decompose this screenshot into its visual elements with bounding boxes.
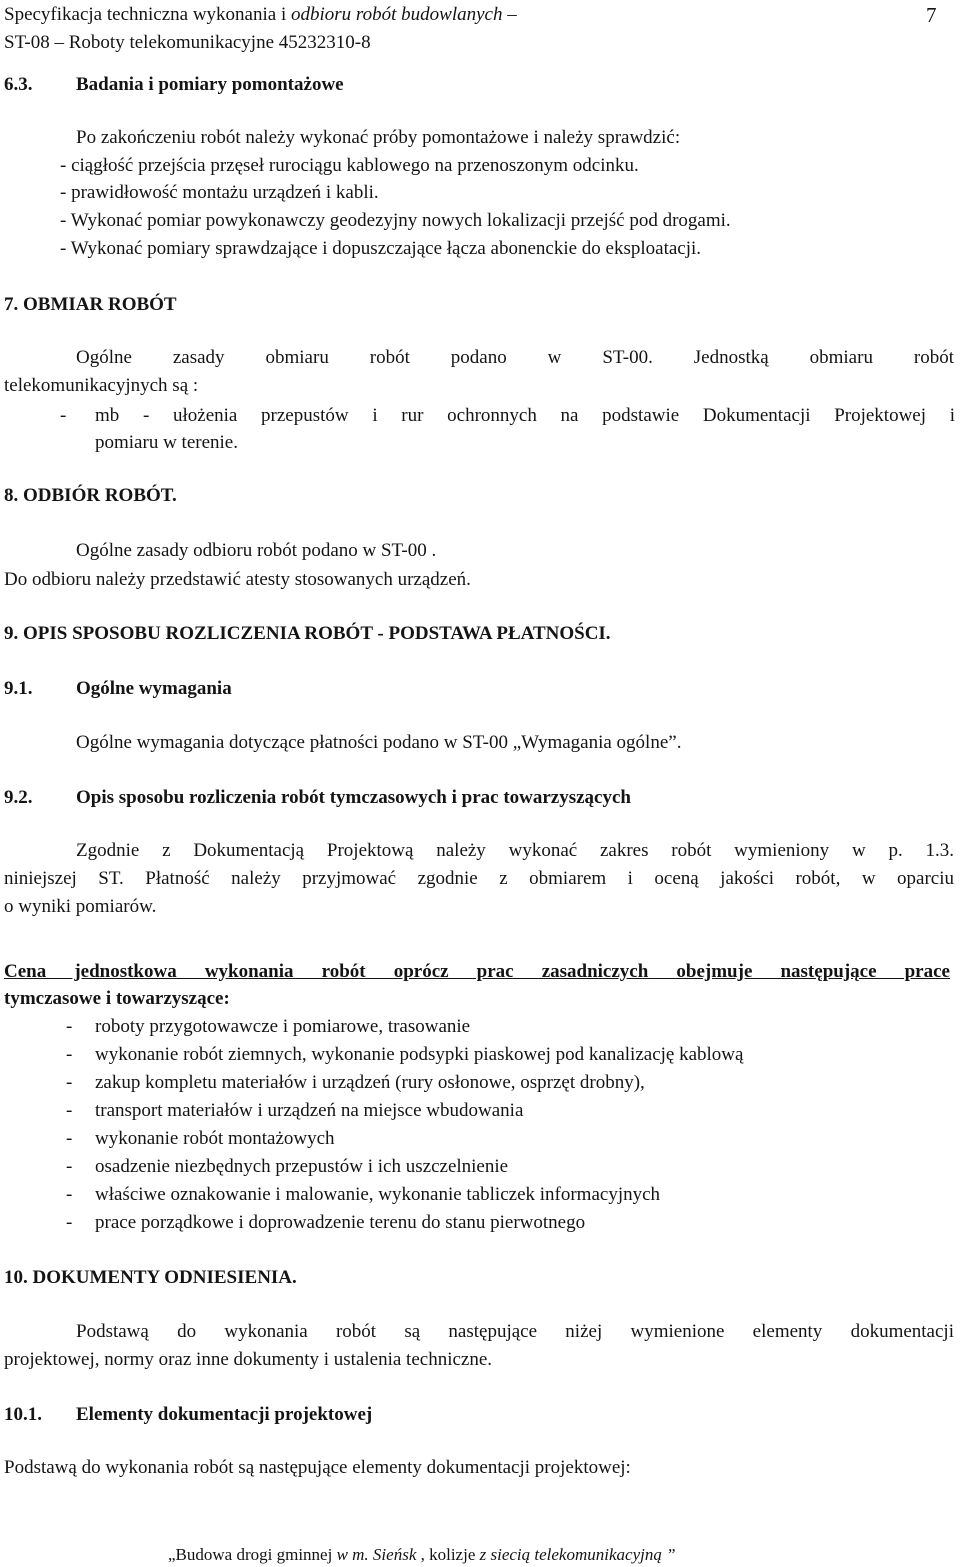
section-9-2-number: 9.2. <box>4 787 33 808</box>
section-7-heading: 7. OBMIAR ROBÓT <box>4 294 177 315</box>
section-8-line2: Do odbioru należy przedstawić atesty stosowanych urządzeń. <box>4 569 471 590</box>
list-item: roboty przygotowawcze i pomiarowe, trasowanie <box>95 1016 471 1037</box>
header-title-part: Specyfikacja techniczna wykonania i <box>4 4 291 25</box>
header-title-line1 <box>4 3 517 27</box>
unit-price-heading-line2: tymczasowe i towarzyszące: <box>4 988 230 1009</box>
section-10-line1: Podstawą do wykonania robót są następujące niżej wymienione elementy dokumentacji <box>76 1321 954 1342</box>
footer-part: , kolizje <box>416 1545 480 1564</box>
list-dash: - <box>66 1072 73 1093</box>
section-10-line2: projektowej, normy oraz inne dokumenty i ustalenia techniczne. <box>4 1349 493 1370</box>
list-item: - ciągłość przejścia przęseł rurociągu kablowego na przenoszonym odcinku. <box>60 155 639 176</box>
list-dash: - <box>66 1044 73 1065</box>
list-item: prace porządkowe i doprowadzenie terenu do stanu pierwotnego <box>95 1212 586 1233</box>
section-10-1-heading: Elementy dokumentacji projektowej <box>76 1404 373 1425</box>
section-7-item-line2: pomiaru w terenie. <box>95 432 238 453</box>
list-item: wykonanie robót montażowych <box>95 1128 335 1149</box>
list-item: - Wykonać pomiary sprawdzające i dopuszczające łącza abonenckie do eksploatacji. <box>60 238 702 259</box>
section-8-line1: Ogólne zasady odbioru robót podano w ST-00 . <box>76 540 437 561</box>
section-10-heading: 10. DOKUMENTY ODNIESIENIA. <box>4 1267 297 1288</box>
footer-part: w m. Sieńsk <box>332 1545 417 1564</box>
section-7-item-line1: mb - ułożenia przepustów i rur ochronnych na podstawie Dokumentacji Projektowej i <box>95 405 955 426</box>
section-9-1-heading: Ogólne wymagania <box>76 678 232 699</box>
section-9-2-line3: o wyniki pomiarów. <box>4 896 157 917</box>
list-dash: - <box>66 1184 73 1205</box>
header-title-line2: ST-08 – Roboty telekomunikacyjne 45232310-8 <box>4 32 371 53</box>
list-item: transport materiałów i urządzeń na miejsce wbudowania <box>95 1100 524 1121</box>
list-dash: - <box>60 405 67 426</box>
section-9-2-line1: Zgodnie z Dokumentacją Projektową należy wykonać zakres robót wymieniony w p. 1.3. <box>76 840 954 861</box>
list-item: - Wykonać pomiar powykonawczy geodezyjny nowych lokalizacji przejść pod drogami. <box>60 210 731 231</box>
list-dash: - <box>66 1212 73 1233</box>
section-9-1-text: Ogólne wymagania dotyczące płatności podano w ST-00 „Wymagania ogólne”. <box>76 732 682 753</box>
list-item: właściwe oznakowanie i malowanie, wykonanie tabliczek informacyjnych <box>95 1184 661 1205</box>
unit-price-heading-line1: Cena jednostkowa wykonania robót oprócz prac zasadniczych obejmuje następujące prace <box>4 961 950 982</box>
page-footer <box>168 1543 676 1567</box>
list-dash: - <box>66 1100 73 1121</box>
list-item: zakup kompletu materiałów i urządzeń (rury osłonowe, osprzęt drobny), <box>95 1072 645 1093</box>
footer-part: z siecią telekomunikacyjną ” <box>479 1545 676 1564</box>
list-dash: - <box>66 1128 73 1149</box>
list-item: osadzenie niezbędnych przepustów i ich uszczelnienie <box>95 1156 509 1177</box>
list-item: - prawidłowość montażu urządzeń i kabli. <box>60 182 379 203</box>
list-dash: - <box>66 1156 73 1177</box>
section-7-paragraph-line2: telekomunikacyjnych są : <box>4 375 199 396</box>
section-6-3-number: 6.3. <box>4 74 33 95</box>
page-number: 7 <box>926 3 937 27</box>
section-6-3-intro: Po zakończeniu robót należy wykonać próby pomontażowe i należy sprawdzić: <box>76 127 681 148</box>
section-10-1-number: 10.1. <box>4 1404 42 1425</box>
section-8-heading: 8. ODBIÓR ROBÓT. <box>4 485 177 506</box>
section-9-1-number: 9.1. <box>4 678 33 699</box>
section-9-2-heading: Opis sposobu rozliczenia robót tymczasowych i prac towarzyszących <box>76 787 631 808</box>
footer-part: „Budowa drogi gminnej <box>168 1545 333 1564</box>
list-item: wykonanie robót ziemnych, wykonanie podsypki piaskowej pod kanalizację kablową <box>95 1044 744 1065</box>
section-9-heading: 9. OPIS SPOSOBU ROZLICZENIA ROBÓT - PODSTAWA PŁATNOŚCI. <box>4 623 611 644</box>
section-9-2-line2: niniejszej ST. Płatność należy przyjmować zgodnie z obmiarem i oceną jakości robót, w oparciu <box>4 868 954 889</box>
list-dash: - <box>66 1016 73 1037</box>
section-6-3-heading: Badania i pomiary pomontażowe <box>76 74 344 95</box>
header-title-italic: odbioru robót budowlanych – <box>291 4 517 25</box>
section-10-1-text: Podstawą do wykonania robót są następujące elementy dokumentacji projektowej: <box>4 1457 631 1478</box>
section-7-paragraph-line1: Ogólne zasady obmiaru robót podano w ST-00. Jednostką obmiaru robót <box>76 347 954 368</box>
